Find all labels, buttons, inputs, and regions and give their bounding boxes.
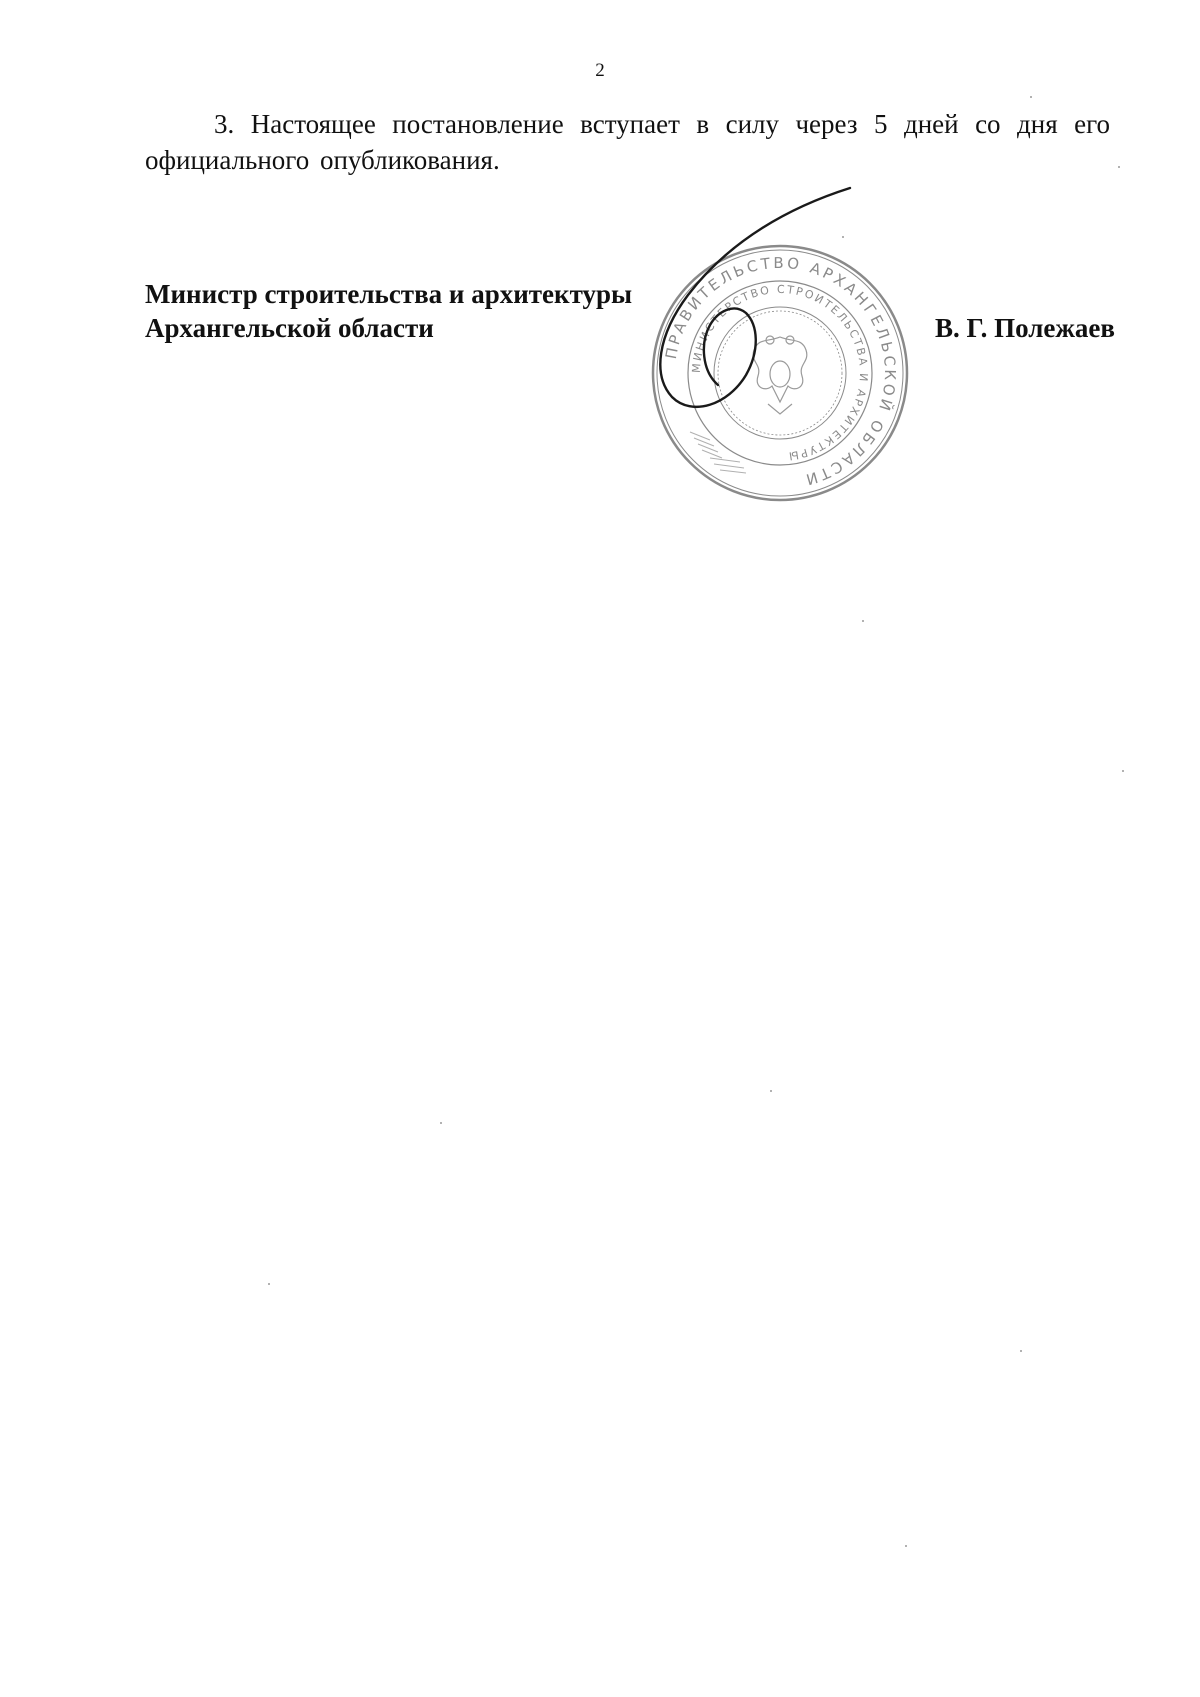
scan-speck <box>440 1122 442 1124</box>
signature-block <box>145 277 1115 345</box>
scan-speck <box>770 1090 772 1092</box>
body-paragraph: 3. Настоящее постановление вступает в силу через 5 дней со дня его официального опубликования. <box>145 109 1110 175</box>
signatory-position-line-1: Министр строительства и архитектуры <box>145 279 633 309</box>
stamp-inner-text: МИНИСТЕРСТВО СТРОИТЕЛЬСТВА И АРХИТЕКТУРЫ <box>689 282 871 463</box>
signatory-position-line-2: Архангельской области <box>145 313 434 343</box>
scan-speck <box>842 236 844 238</box>
scan-speck <box>268 1283 270 1285</box>
stamp-outer-text: ПРАВИТЕЛЬСТВО АРХАНГЕЛЬСКОЙ ОБЛАСТИ <box>661 253 900 490</box>
scan-speck <box>1020 1350 1022 1352</box>
scan-speck <box>1122 770 1124 772</box>
scan-speck <box>862 620 864 622</box>
signatory-name: В. Г. Полежаев <box>934 313 1115 343</box>
scan-speck <box>1118 166 1120 168</box>
page-number: 2 <box>595 60 605 81</box>
scan-speck <box>905 1545 907 1547</box>
scan-speck <box>1030 96 1032 98</box>
